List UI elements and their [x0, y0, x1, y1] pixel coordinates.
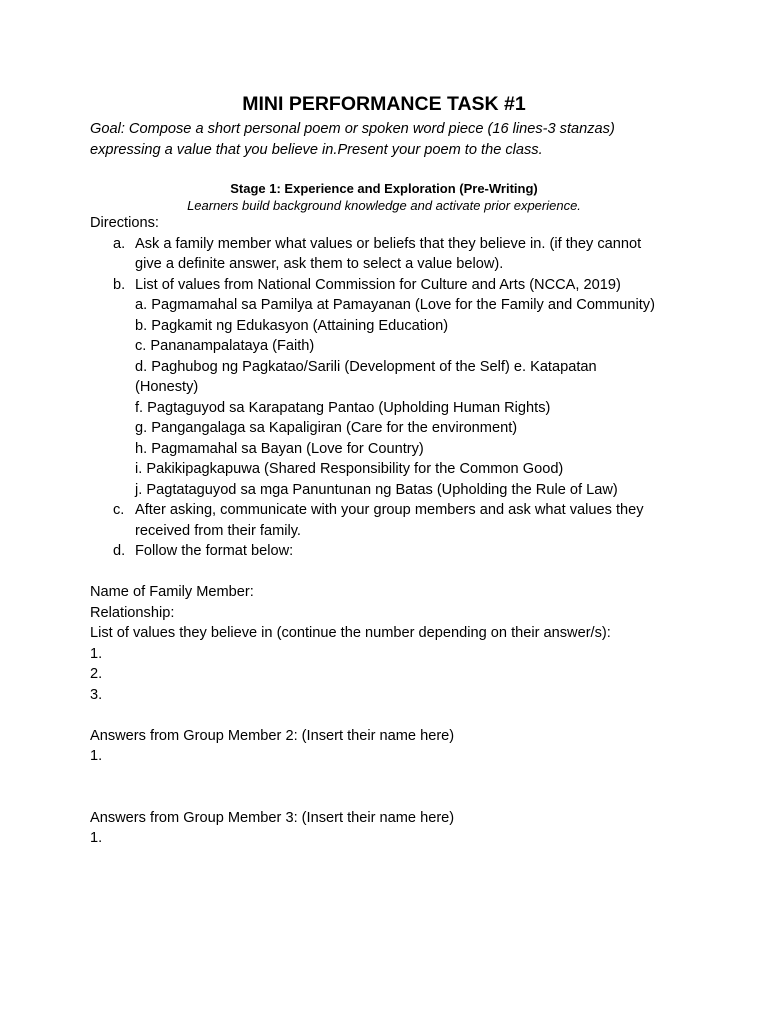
goal-statement: [90, 119, 690, 161]
value-text: b. Pagkamit ng Edukasyon (Attaining Education): [135, 317, 449, 334]
item-text: List of values from National Commission for Culture and Arts (NCCA, 2019): [135, 276, 621, 293]
spacer: [90, 705, 690, 726]
value-item: [90, 459, 690, 480]
value-text: g. Pangangalaga sa Kapaligiran (Care for the environment): [135, 420, 518, 436]
list-marker: d.: [113, 543, 126, 559]
goal-line: expressing a value that you believe in.Present your poem to the class.: [90, 142, 543, 158]
item-text: received from their family.: [135, 522, 301, 539]
value-item: [90, 357, 690, 378]
goal-line: Goal: Compose a short personal poem or spoken word piece (16 lines-3 stanzas): [90, 121, 615, 137]
item-text: After asking, communicate with your group members and ask what values they: [135, 502, 644, 518]
number-line: 2.: [90, 666, 103, 682]
stage-subtitle: Learners build background knowledge and activate prior experience.: [187, 198, 581, 213]
name-label: Name of Family Member:: [90, 584, 254, 600]
value-item: [90, 377, 690, 398]
group2-label: Answers from Group Member 2: (Insert their name here): [90, 727, 455, 744]
list-marker: a.: [113, 235, 126, 252]
value-item: [90, 316, 690, 337]
list-marker: b.: [113, 276, 126, 293]
values-list-label: List of values they believe in (continue the number depending on their answer/s):: [90, 625, 611, 641]
stage-title: Stage 1: Experience and Exploration (Pre-Writing): [230, 181, 538, 196]
list-item: [90, 541, 690, 562]
value-text: h. Pagmamahal sa Bayan (Love for Country): [135, 440, 424, 457]
directions-label: Directions:: [90, 215, 159, 231]
list-item-continuation: [90, 254, 690, 275]
list-item: [90, 500, 690, 521]
value-item: [90, 439, 690, 460]
value-text: d. Paghubog ng Pagkatao/Sarili (Development of the Self) e. Katapatan: [135, 358, 597, 375]
value-text: a. Pagmamahal sa Pamilya at Pamayanan (Love for the Family and Community): [135, 297, 655, 313]
value-item: [90, 295, 690, 316]
value-text: j. Pagtataguyod sa mga Panuntunan ng Batas (Upholding the Rule of Law): [135, 481, 618, 498]
list-item-continuation: [90, 521, 690, 542]
value-text: c. Pananampalataya (Faith): [135, 338, 315, 354]
page-title: MINI PERFORMANCE TASK #1: [242, 93, 526, 115]
value-item: [90, 418, 690, 439]
number-line: 3.: [90, 686, 103, 703]
spacer: [90, 787, 690, 808]
number-line: 1.: [90, 645, 103, 662]
spacer: [90, 562, 690, 583]
directions-section: [90, 213, 690, 849]
item-text: Ask a family member what values or beliefs that they believe in. (if they cannot: [135, 235, 642, 252]
value-text: i. Pakikipagkapuwa (Shared Responsibility for the Common Good): [135, 461, 564, 477]
list-marker: c.: [113, 502, 125, 518]
group3-label: Answers from Group Member 3: (Insert their name here): [90, 809, 455, 826]
number-line: 1.: [90, 748, 103, 764]
list-item: [90, 275, 690, 296]
item-text: give a definite answer, ask them to select a value below).: [135, 256, 504, 272]
relationship-label: Relationship:: [90, 604, 175, 621]
list-item: [90, 234, 690, 255]
spacer: [90, 767, 690, 788]
value-item: [90, 398, 690, 419]
value-item: [90, 336, 690, 357]
number-line: 1.: [90, 830, 103, 846]
value-item: [90, 480, 690, 501]
item-text: Follow the format below:: [135, 543, 294, 559]
value-text: f. Pagtaguyod sa Karapatang Pantao (Upholding Human Rights): [135, 399, 551, 416]
value-text: (Honesty): [135, 379, 199, 395]
